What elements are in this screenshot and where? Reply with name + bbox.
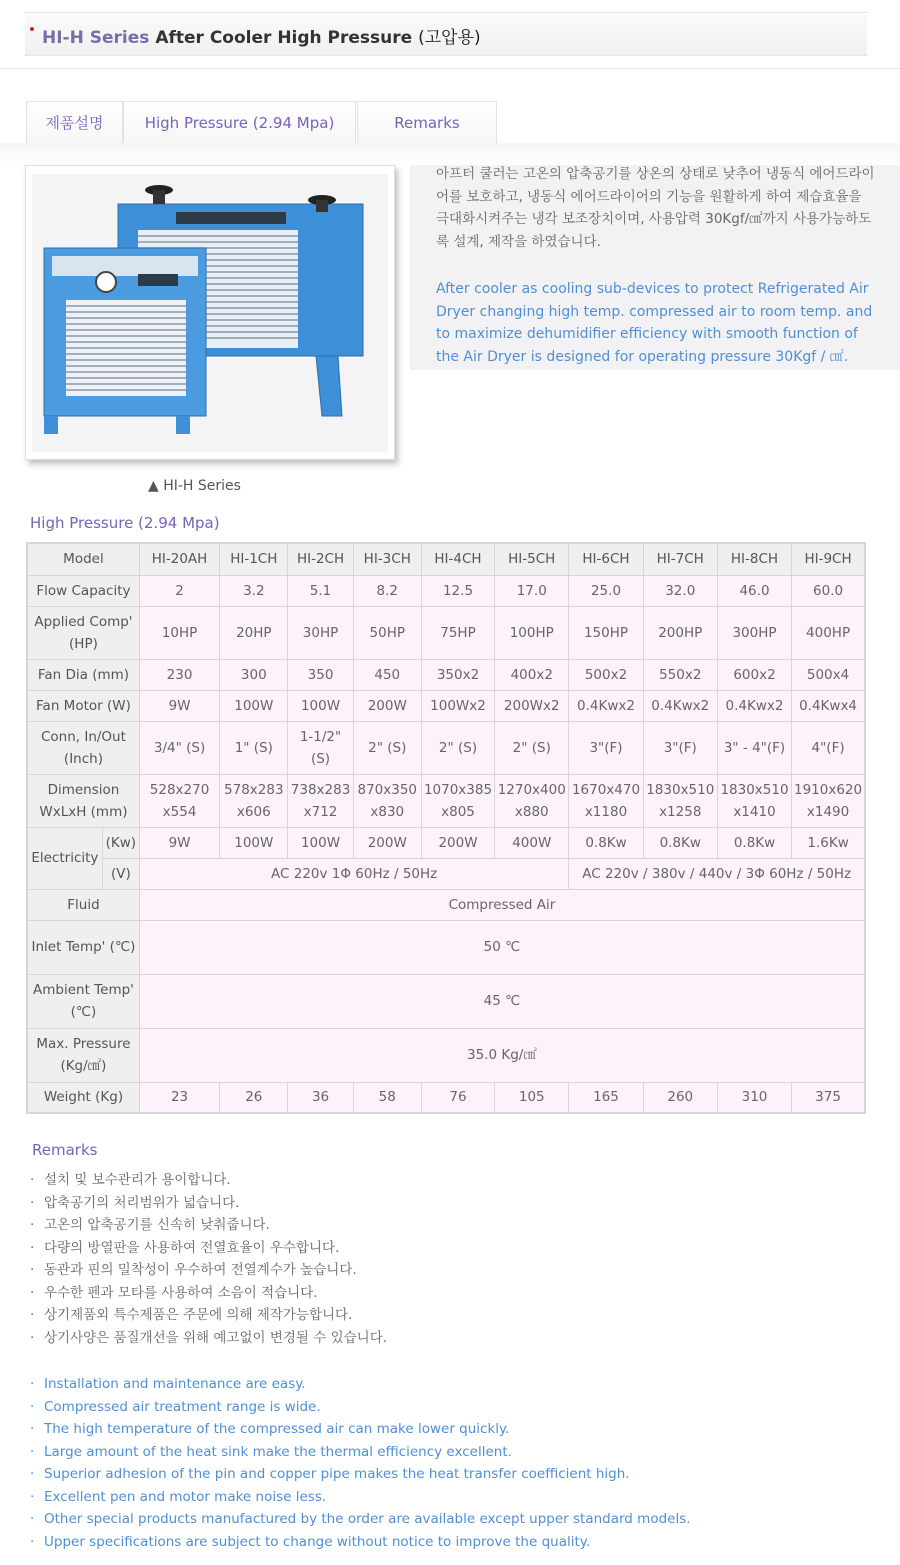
fan-dia-cell: 550x2 [643, 659, 717, 690]
tab-product-description[interactable]: 제품설명 [26, 101, 123, 143]
product-photo [25, 165, 395, 460]
dimension-cell: 1270x400 x880 [495, 774, 569, 827]
list-item: · Installation and maintenance are easy. [30, 1376, 306, 1392]
fan-dia-cell: 350 [288, 659, 353, 690]
table-row-weight [27, 1082, 865, 1113]
fan-motor-cell: 9W [139, 690, 219, 721]
comp-cell: 200HP [643, 606, 717, 659]
table-row-fluid [27, 889, 865, 920]
dimension-cell: 738x283 x712 [288, 774, 353, 827]
conn-cell: 2" (S) [353, 721, 421, 774]
weight-cell: 375 [792, 1082, 865, 1113]
row-label-dimension: Dimension WxLxH (mm) [27, 774, 139, 827]
table-row-voltage [27, 858, 865, 889]
fan-motor-cell: 200Wx2 [495, 690, 569, 721]
fan-dia-cell: 500x2 [569, 659, 643, 690]
weight-cell: 260 [643, 1082, 717, 1113]
conn-cell: 3"(F) [569, 721, 643, 774]
photo-caption: ▲ HI-H Series [148, 478, 241, 494]
row-label-flow: Flow Capacity [27, 575, 139, 606]
unit-v: (V) [102, 858, 139, 889]
voltage-single-phase: AC 220v 1Φ 60Hz / 50Hz [139, 858, 568, 889]
description-english: After cooler as cooling sub-devices to protect Refrigerated Air Dryer changing high temp. compressed air to room temp. and to maximize dehumidifier efficiency with smooth function of the Air Dryer is designed for operating pressure 30Kgf / ㎠. [436, 281, 873, 365]
remarks-title: Remarks [32, 1141, 98, 1159]
table-row-fan-dia [27, 659, 865, 690]
list-item: · Other special products manufactured by the order are available except upper standard models. [30, 1511, 691, 1527]
model-cell: HI-3CH [353, 543, 421, 575]
row-label-conn: Conn, In/Out (Inch) [27, 721, 139, 774]
flow-cell: 5.1 [288, 575, 353, 606]
comp-cell: 30HP [288, 606, 353, 659]
fan-dia-cell: 300 [220, 659, 288, 690]
remarks-list-english [30, 1373, 870, 1553]
spec-section-title: High Pressure (2.94 Mpa) [30, 514, 220, 532]
table-row-inlet [27, 920, 865, 974]
unit-kw: (Kw) [102, 827, 139, 858]
row-label-max-pressure: Max. Pressure (Kg/㎠) [27, 1028, 139, 1082]
dimension-cell: 1830x510 x1258 [643, 774, 717, 827]
comp-cell: 20HP [220, 606, 288, 659]
tab-remarks[interactable]: Remarks [357, 101, 497, 143]
list-item: · Excellent pen and motor make noise less. [30, 1488, 327, 1505]
dimension-cell: 1670x470 x1180 [569, 774, 643, 827]
list-item: · 우수한 펜과 모타를 사용하여 소음이 적습니다. [30, 1284, 318, 1301]
flow-cell: 46.0 [717, 575, 791, 606]
list-item: · Upper specifications are subject to change without notice to improve the quality. [30, 1533, 591, 1550]
model-cell: HI-5CH [495, 543, 569, 575]
row-label-comp: Applied Comp' (HP) [27, 606, 139, 659]
weight-cell: 26 [220, 1082, 288, 1113]
table-row-dimension [27, 774, 865, 827]
list-item: · 설치 및 보수관리가 용이합니다. [30, 1172, 231, 1188]
row-label-fan-motor: Fan Motor (W) [27, 690, 139, 721]
fan-dia-cell: 500x4 [792, 659, 865, 690]
kw-cell: 400W [495, 827, 569, 858]
fan-dia-cell: 400x2 [495, 659, 569, 690]
bullet-icon [30, 27, 34, 31]
list-item: · 압축공기의 처리범위가 넓습니다. [30, 1194, 240, 1211]
list-item: · 동관과 핀의 밀착성이 우수하여 전열계수가 높습니다. [30, 1262, 357, 1278]
weight-cell: 58 [353, 1082, 421, 1113]
flow-cell: 8.2 [353, 575, 421, 606]
kw-cell: 100W [220, 827, 288, 858]
row-label-model: Model [27, 543, 139, 575]
fan-dia-cell: 600x2 [717, 659, 791, 690]
fan-motor-cell: 100Wx2 [421, 690, 494, 721]
flow-cell: 3.2 [220, 575, 288, 606]
conn-cell: 3"(F) [643, 721, 717, 774]
flow-cell: 12.5 [421, 575, 494, 606]
kw-cell: 200W [353, 827, 421, 858]
dimension-cell: 578x283 x606 [220, 774, 288, 827]
fan-motor-cell: 100W [288, 690, 353, 721]
tab-underline-band [0, 143, 900, 165]
flow-cell: 60.0 [792, 575, 865, 606]
list-item: · 고온의 압축공기를 신속히 낮춰줍니다. [30, 1217, 270, 1233]
table-row-model [27, 543, 865, 575]
table-row-fan-motor [27, 690, 865, 721]
kw-cell: 0.8Kw [643, 827, 717, 858]
comp-cell: 300HP [717, 606, 791, 659]
row-label-inlet: Inlet Temp' (℃) [27, 920, 139, 974]
comp-cell: 400HP [792, 606, 865, 659]
row-label-weight: Weight (Kg) [27, 1082, 139, 1113]
fan-dia-cell: 230 [139, 659, 219, 690]
dimension-cell: 1910x620 x1490 [792, 774, 865, 827]
section-divider [0, 68, 900, 69]
conn-cell: 2" (S) [421, 721, 494, 774]
dimension-cell: 870x350 x830 [353, 774, 421, 827]
row-label-ambient: Ambient Temp' (℃) [27, 974, 139, 1028]
kw-cell: 1.6Kw [792, 827, 865, 858]
remarks-list-korean [30, 1169, 870, 1349]
comp-cell: 100HP [495, 606, 569, 659]
kw-cell: 0.8Kw [569, 827, 643, 858]
max-pressure-value: 35.0 Kg/㎠ [139, 1028, 865, 1082]
fan-motor-cell: 200W [353, 690, 421, 721]
after-cooler-image [26, 166, 394, 459]
dimension-cell: 1830x510 x1410 [717, 774, 791, 827]
spec-table [26, 542, 866, 1114]
flow-cell: 25.0 [569, 575, 643, 606]
model-cell: HI-7CH [643, 543, 717, 575]
dimension-cell: 1070x385 x805 [421, 774, 494, 827]
table-row-max-pressure [27, 1028, 865, 1082]
kw-cell: 9W [139, 827, 219, 858]
inlet-value: 50 ℃ [139, 920, 865, 974]
fan-motor-cell: 0.4Kwx2 [643, 690, 717, 721]
model-cell: HI-9CH [792, 543, 865, 575]
model-cell: HI-1CH [220, 543, 288, 575]
kw-cell: 0.8Kw [717, 827, 791, 858]
conn-cell: 2" (S) [495, 721, 569, 774]
model-cell: HI-4CH [421, 543, 494, 575]
comp-cell: 150HP [569, 606, 643, 659]
list-item: · Compressed air treatment range is wide. [30, 1398, 321, 1415]
weight-cell: 36 [288, 1082, 353, 1113]
list-item: · 다량의 방열판을 사용하여 전열효율이 우수합니다. [30, 1239, 340, 1256]
row-label-fluid: Fluid [27, 889, 139, 920]
tab-high-pressure[interactable]: High Pressure (2.94 Mpa) [123, 101, 356, 143]
comp-cell: 75HP [421, 606, 494, 659]
header-divider-top [25, 12, 867, 13]
fan-motor-cell: 100W [220, 690, 288, 721]
table-row-conn [27, 721, 865, 774]
fluid-value: Compressed Air [139, 889, 865, 920]
fan-dia-cell: 450 [353, 659, 421, 690]
kw-cell: 100W [288, 827, 353, 858]
list-item: · 상기제품외 특수제품은 주문에 의해 제작가능합니다. [30, 1307, 353, 1323]
model-cell: HI-6CH [569, 543, 643, 575]
fan-motor-cell: 0.4Kwx4 [792, 690, 865, 721]
title-main: After Cooler High Pressure [155, 28, 413, 48]
fan-motor-cell: 0.4Kwx2 [569, 690, 643, 721]
table-row-flow [27, 575, 865, 606]
header-divider-bottom [25, 55, 867, 56]
list-item: · 상기사양은 품질개선을 위해 예고없이 변경될 수 있습니다. [30, 1329, 388, 1346]
conn-cell: 3/4" (S) [139, 721, 219, 774]
list-item: · Large amount of the heat sink make the thermal efficiency excellent. [30, 1443, 512, 1460]
table-row-comp [27, 606, 865, 659]
fan-motor-cell: 0.4Kwx2 [717, 690, 791, 721]
fan-dia-cell: 350x2 [421, 659, 494, 690]
kw-cell: 200W [421, 827, 494, 858]
weight-cell: 23 [139, 1082, 219, 1113]
title-korean: (고압용) [418, 28, 481, 48]
table-row-kw [27, 827, 865, 858]
conn-cell: 1" (S) [220, 721, 288, 774]
flow-cell: 2 [139, 575, 219, 606]
description-korean: 아프터 쿨러는 고온의 압축공기를 상온의 상태로 낮추어 냉동식 에어드라이어를 보호하고, 냉동식 에어드라이어의 기능을 원활하게 하여 제습효율을 극대화시켜주는 냉각 보조장치이며, 사용압력 30Kgf/㎠까지 사용가능하도록 설계, 제작을 하였습니다. [436, 166, 875, 250]
table-row-ambient [27, 974, 865, 1028]
model-cell: HI-8CH [717, 543, 791, 575]
comp-cell: 50HP [353, 606, 421, 659]
flow-cell: 32.0 [643, 575, 717, 606]
ambient-value: 45 ℃ [139, 974, 865, 1028]
conn-cell: 1-1/2" (S) [288, 721, 353, 774]
model-cell: HI-2CH [288, 543, 353, 575]
page-title [42, 23, 481, 48]
title-series: HI-H Series [42, 28, 150, 48]
model-cell: HI-20AH [139, 543, 219, 575]
list-item: · Superior adhesion of the pin and copper pipe makes the heat transfer coefficient high. [30, 1466, 630, 1482]
row-label-fan-dia: Fan Dia (mm) [27, 659, 139, 690]
weight-cell: 76 [421, 1082, 494, 1113]
flow-cell: 17.0 [495, 575, 569, 606]
comp-cell: 10HP [139, 606, 219, 659]
conn-cell: 3" - 4"(F) [717, 721, 791, 774]
weight-cell: 310 [717, 1082, 791, 1113]
dimension-cell: 528x270 x554 [139, 774, 219, 827]
list-item: · The high temperature of the compressed air can make lower quickly. [30, 1421, 510, 1437]
conn-cell: 4"(F) [792, 721, 865, 774]
weight-cell: 105 [495, 1082, 569, 1113]
voltage-three-phase: AC 220v / 380v / 440v / 3Φ 60Hz / 50Hz [569, 858, 865, 889]
weight-cell: 165 [569, 1082, 643, 1113]
row-label-electricity: Electricity [27, 827, 102, 889]
